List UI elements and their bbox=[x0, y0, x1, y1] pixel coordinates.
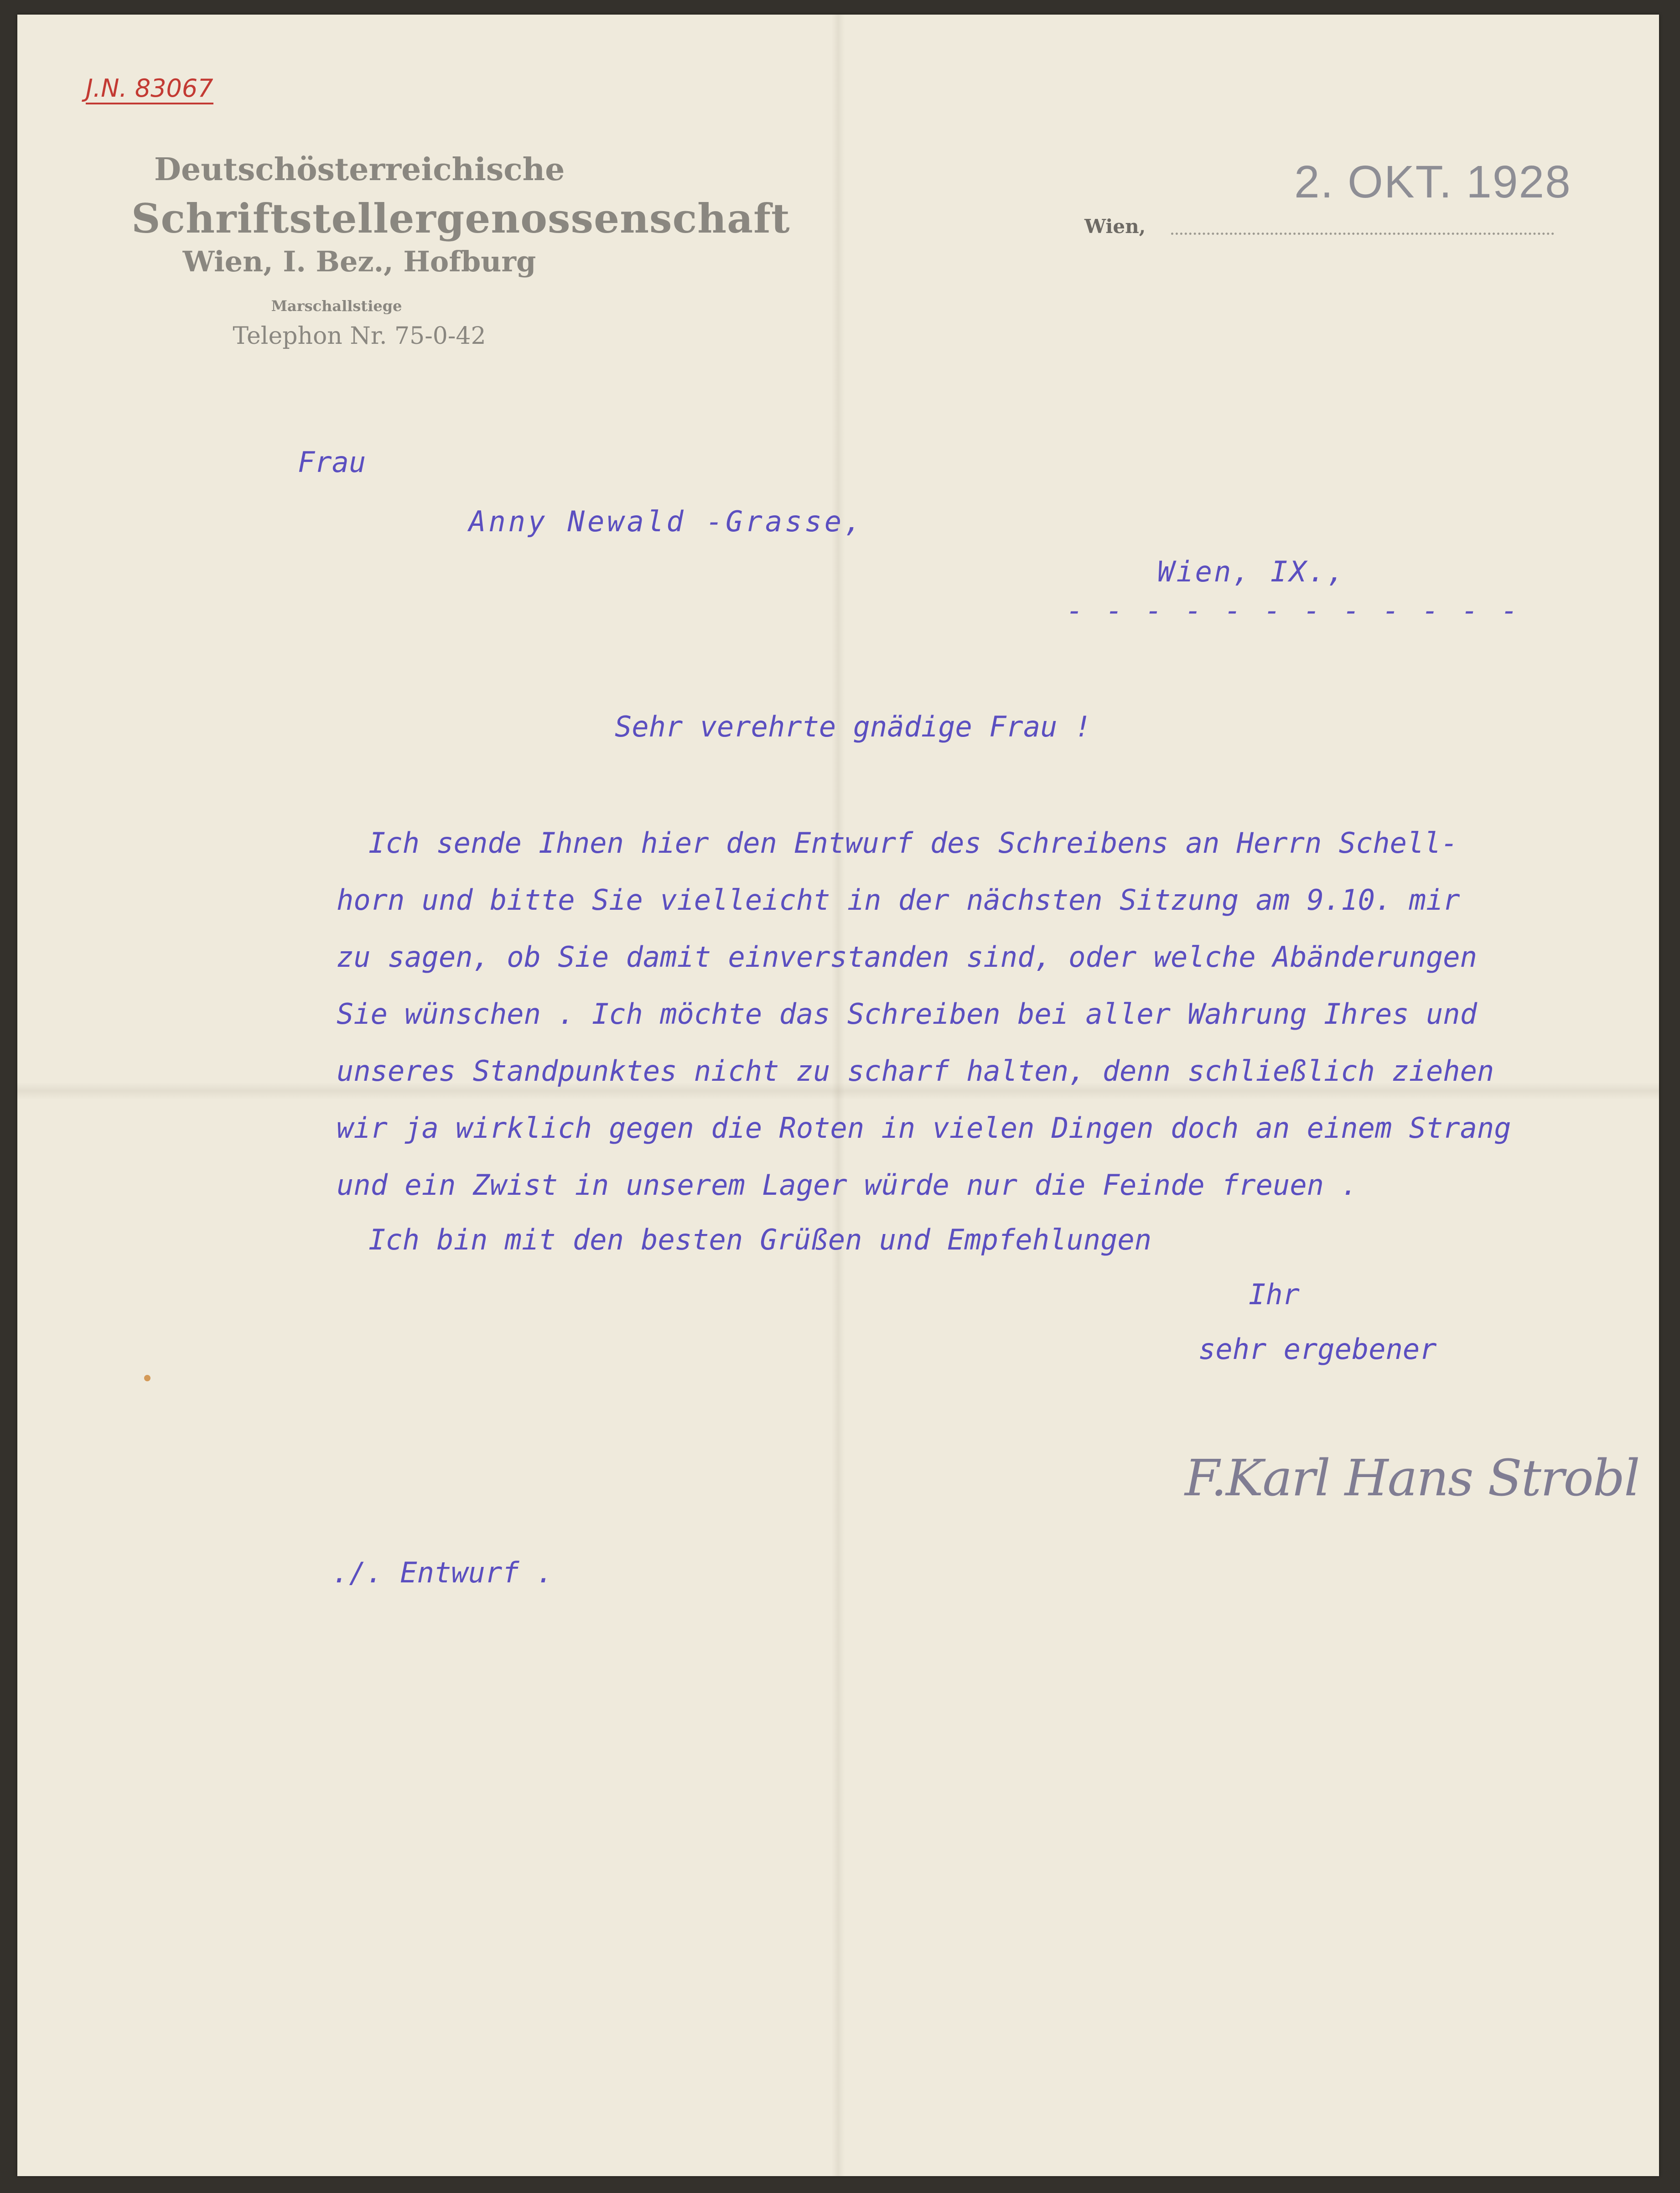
recipient-city: Wien, IX., bbox=[1157, 555, 1346, 588]
body-line: und ein Zwist in unserem Lager würde nur die Feinde freuen . bbox=[337, 1168, 1358, 1202]
letterhead-organization: Schriftstellergenossenschaft bbox=[131, 195, 790, 242]
letter-page bbox=[17, 15, 1659, 2176]
greeting: Sehr verehrte gnädige Frau ! bbox=[615, 710, 1092, 743]
letterhead-stair: Marschallstiege bbox=[271, 297, 402, 315]
recipient-underline: - - - - - - - - - - - - bbox=[1066, 594, 1521, 627]
body-line: Ich sende Ihnen hier den Entwurf des Schreibens an Herrn Schell- bbox=[368, 826, 1458, 860]
recipient-title: Frau bbox=[298, 446, 366, 479]
body-line: unseres Standpunktes nicht zu scharf halten, denn schließlich ziehen bbox=[337, 1054, 1494, 1088]
body-line: Sie wünschen . Ich möchte das Schreiben bei aller Wahrung Ihres und bbox=[337, 997, 1477, 1031]
recipient-name: Anny Newald -Grasse, bbox=[469, 505, 864, 538]
body-line: zu sagen, ob Sie damit einverstanden sind, oder welche Abänderungen bbox=[337, 940, 1477, 974]
body-line: Ich bin mit den besten Grüßen und Empfehlungen bbox=[368, 1223, 1152, 1256]
letterhead-address: Wien, I. Bez., Hofburg bbox=[182, 245, 536, 278]
handwritten-signature: F.Karl Hans Strobl bbox=[1185, 1449, 1639, 1507]
letterhead-line-1: Deutschösterreichische bbox=[154, 151, 565, 188]
paper-stain bbox=[144, 1375, 150, 1381]
archive-number: J.N. 83067 bbox=[86, 74, 213, 104]
enclosure-note: ./. Entwurf . bbox=[332, 1556, 554, 1589]
place-label: Wien, bbox=[1084, 215, 1146, 238]
closing-ihr: Ihr bbox=[1249, 1278, 1300, 1311]
body-line: wir ja wirklich gegen die Roten in vielen Dingen doch an einem Strang bbox=[337, 1111, 1511, 1145]
date-stamp: 2. OKT. 1928 bbox=[1294, 156, 1571, 207]
date-dotted-line bbox=[1171, 233, 1554, 235]
letterhead-telephone: Telephon Nr. 75-0-42 bbox=[233, 322, 486, 350]
closing-ergebener: sehr ergebener bbox=[1198, 1332, 1437, 1366]
body-line: horn und bitte Sie vielleicht in der nächsten Sitzung am 9.10. mir bbox=[337, 883, 1460, 917]
